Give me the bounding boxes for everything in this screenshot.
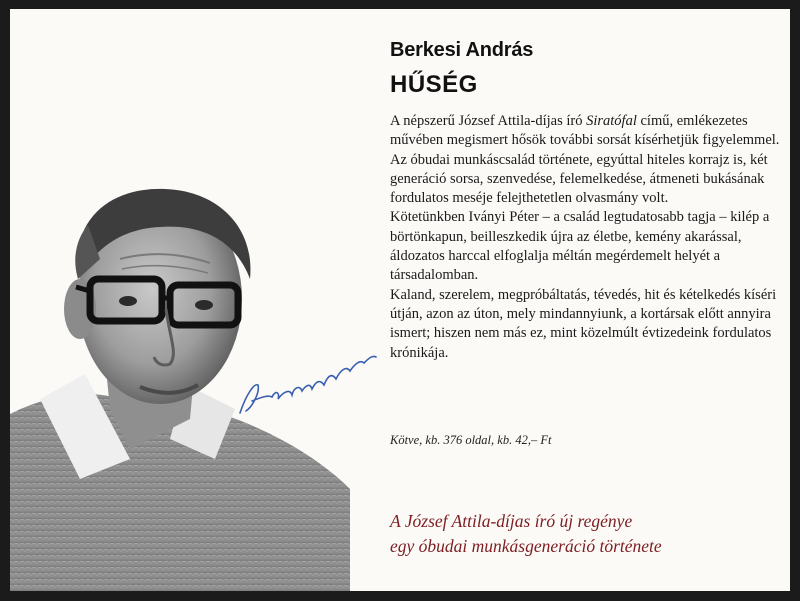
- book-reference: Siratófal: [586, 113, 637, 129]
- book-flyer: [10, 9, 790, 591]
- price-info: Kötve, kb. 376 oldal, kb. 42,– Ft: [390, 433, 552, 447]
- description-paragraph-4: [390, 286, 780, 363]
- description-text: A népszerű József Attila-díjas író: [390, 113, 587, 129]
- tagline-line-1: A József Attila-díjas író új regénye: [390, 511, 633, 531]
- tagline: [390, 509, 785, 559]
- book-title: HŰSÉG: [390, 71, 478, 98]
- description-paragraph-3: [390, 208, 780, 285]
- author-signature: [232, 345, 382, 425]
- description-text: Kaland, szerelem, megpróbáltatás, tévedés, hit és kételkedés kíséri útján, azon az úton, mely mindannyiunk, a kortársak előtt annyira ismert; hiszen nem más ez, mint közelmúlt évtizedeink fordulatos krónikája.: [390, 286, 777, 361]
- description-paragraph-1: [390, 112, 780, 151]
- description-text: Kötetünkben Iványi Péter – a család legtudatosabb tagja – kilép a börtönkapun, beilleszkedik újra az életbe, kemény akarással, áldozatos harccal elfoglalja méltán megérdemelt helyét a társadalomban.: [390, 209, 770, 284]
- description-text: című, emlékezetes művében megismert hősök további sorsát kísérhetjük figyelemmel.: [390, 113, 780, 149]
- book-author: Berkesi András: [390, 39, 534, 61]
- description-paragraph-2: [390, 151, 780, 209]
- tagline-line-2: egy óbudai munkásgeneráció története: [390, 536, 662, 556]
- book-description: [390, 112, 780, 363]
- description-text: Az óbudai munkáscsalád története, egyúttal hiteles korrajz is, két generáció sorsa, szenvedése, felemelkedése, átmeneti bukásának fordulatos meséje felejthetetlen olvasmány volt.: [390, 151, 768, 207]
